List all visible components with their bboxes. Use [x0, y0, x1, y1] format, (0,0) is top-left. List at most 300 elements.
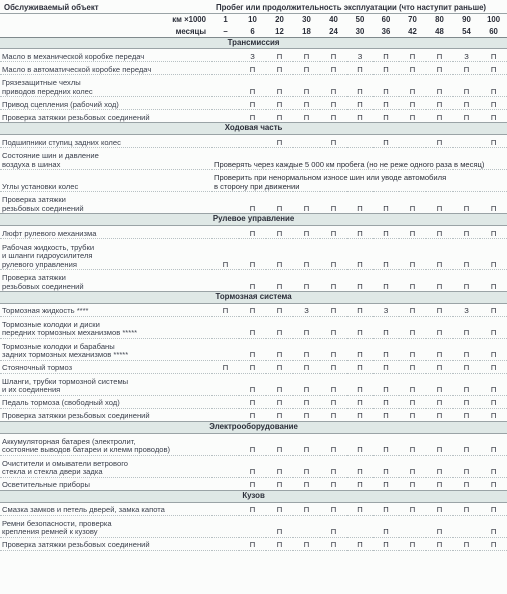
interval-cell: П [426, 316, 453, 338]
interval-cell: П [480, 537, 507, 550]
item-label [0, 537, 212, 550]
interval-cell: П [239, 477, 266, 490]
item-label-line: Люфт рулевого механизма [2, 228, 97, 238]
item-label [0, 170, 212, 192]
interval-cell: П [453, 226, 480, 239]
table-row [0, 270, 507, 292]
interval-cell: П [320, 477, 347, 490]
interval-cell: П [320, 135, 347, 148]
interval-cell: П [320, 316, 347, 338]
interval-cell: П [426, 226, 453, 239]
months-label: месяцы [0, 25, 212, 37]
interval-cell: П [293, 477, 320, 490]
interval-cell: П [212, 360, 239, 373]
interval-cell [212, 62, 239, 75]
section-title: Тормозная система [0, 292, 507, 304]
interval-cell [212, 502, 239, 515]
interval-cell: П [266, 316, 293, 338]
interval-cell [212, 75, 239, 97]
interval-cell: П [453, 537, 480, 550]
section-title: Рулевое управление [0, 214, 507, 226]
item-label-line: Проверка затяжки [2, 273, 66, 283]
section-header-row [0, 421, 507, 433]
interval-cell: П [320, 110, 347, 123]
item-label-line: и шланги гидроусилителя [2, 251, 93, 261]
table-row [0, 408, 507, 421]
section-header-row [0, 214, 507, 226]
item-label-line: Стояночный тормоз [2, 363, 73, 373]
interval-cell: П [373, 338, 399, 360]
section-header-row [0, 490, 507, 502]
interval-cell: П [266, 455, 293, 477]
interval-cell: П [426, 455, 453, 477]
interval-cell: П [347, 303, 373, 316]
km-header-row [0, 13, 507, 25]
interval-cell: П [480, 49, 507, 62]
interval-cell: З [347, 49, 373, 62]
interval-cell: П [373, 49, 399, 62]
interval-cell: П [480, 316, 507, 338]
interval-cell [212, 373, 239, 395]
month-value: 18 [293, 25, 320, 37]
table-row [0, 303, 507, 316]
interval-cell: П [293, 537, 320, 550]
interval-cell: П [320, 360, 347, 373]
interval-cell: П [320, 75, 347, 97]
interval-cell: П [399, 395, 426, 408]
interval-cell: П [373, 537, 399, 550]
interval-cell: П [347, 502, 373, 515]
interval-cell: П [347, 97, 373, 110]
interval-cell: П [453, 110, 480, 123]
interval-cell: П [480, 270, 507, 292]
month-value: 48 [426, 25, 453, 37]
interval-cell: П [293, 316, 320, 338]
interval-cell: П [373, 477, 399, 490]
interval-cell [212, 316, 239, 338]
interval-cell: П [399, 239, 426, 270]
item-label [0, 148, 212, 170]
item-label-line: резьбовых соединений [2, 203, 84, 213]
table-row [0, 110, 507, 123]
interval-cell: П [266, 515, 293, 537]
interval-cell: П [293, 75, 320, 97]
interval-cell: П [399, 62, 426, 75]
table-row [0, 373, 507, 395]
month-value: 6 [239, 25, 266, 37]
interval-cell: П [399, 373, 426, 395]
interval-cell: П [347, 537, 373, 550]
interval-cell: П [480, 62, 507, 75]
interval-cell: П [426, 192, 453, 214]
interval-cell: П [453, 316, 480, 338]
interval-column-header: Пробег или продолжительность эксплуатации (что наступит раньше) [212, 0, 507, 13]
table-row [0, 477, 507, 490]
km-label: км ×1000 [172, 15, 206, 25]
interval-cell: П [453, 433, 480, 455]
km-value: 90 [462, 15, 471, 25]
interval-cell: П [453, 373, 480, 395]
item-label [0, 360, 212, 373]
item-label-line: крепления ремней к кузову [2, 527, 98, 537]
interval-cell: П [293, 226, 320, 239]
interval-cell: П [373, 226, 399, 239]
interval-cell: П [399, 455, 426, 477]
interval-cell: П [266, 502, 293, 515]
table-row [0, 239, 507, 270]
interval-cell: П [347, 62, 373, 75]
interval-cell: П [266, 62, 293, 75]
interval-cell [399, 135, 426, 148]
interval-cell: П [399, 316, 426, 338]
interval-cell [347, 515, 373, 537]
interval-cell: П [347, 360, 373, 373]
interval-cell: П [399, 477, 426, 490]
interval-cell: П [480, 97, 507, 110]
km-value: 30 [302, 15, 311, 25]
table-row [0, 49, 507, 62]
interval-cell: П [453, 477, 480, 490]
item-label-line: Привод сцепления (рабочий ход) [2, 99, 119, 109]
interval-cell: П [399, 192, 426, 214]
interval-cell: П [347, 226, 373, 239]
interval-cell: П [453, 395, 480, 408]
interval-cell [212, 97, 239, 110]
interval-cell: З [373, 303, 399, 316]
interval-cell [212, 226, 239, 239]
interval-cell: П [373, 502, 399, 515]
interval-cell: П [293, 360, 320, 373]
km-value: 1 [223, 15, 228, 25]
interval-cell: П [293, 395, 320, 408]
interval-cell: П [373, 270, 399, 292]
interval-cell: П [399, 433, 426, 455]
interval-cell: П [293, 192, 320, 214]
interval-cell [212, 270, 239, 292]
interval-cell: П [373, 408, 399, 421]
item-label [0, 62, 212, 75]
item-label-line: Педаль тормоза (свободный ход) [2, 398, 120, 408]
interval-cell: П [320, 97, 347, 110]
interval-cell: П [399, 226, 426, 239]
month-value: 60 [480, 25, 507, 37]
item-label-line: задних тормозных механизмов ***** [2, 350, 129, 360]
item-label-line: Масло в механической коробке передач [2, 51, 145, 61]
object-column-header: Обслуживаемый объект [0, 0, 212, 13]
interval-cell: П [239, 502, 266, 515]
interval-cell [212, 49, 239, 62]
interval-cell: П [480, 303, 507, 316]
table-row [0, 192, 507, 214]
item-label [0, 477, 212, 490]
interval-cell: П [373, 433, 399, 455]
interval-cell: П [347, 239, 373, 270]
interval-cell: П [293, 239, 320, 270]
month-value: 24 [320, 25, 347, 37]
interval-cell: П [293, 97, 320, 110]
interval-cell [212, 537, 239, 550]
interval-cell: П [347, 75, 373, 97]
interval-cell: П [239, 316, 266, 338]
interval-cell [212, 477, 239, 490]
interval-cell: П [320, 433, 347, 455]
item-label-line: Смазка замков и петель дверей, замка капота [2, 505, 165, 515]
interval-cell: П [480, 338, 507, 360]
interval-cell: П [453, 502, 480, 515]
table-header-row [0, 0, 507, 13]
interval-cell: П [373, 135, 399, 148]
interval-cell: П [239, 110, 266, 123]
interval-cell: П [266, 135, 293, 148]
interval-cell: П [399, 360, 426, 373]
interval-cell: П [266, 270, 293, 292]
interval-cell: П [293, 408, 320, 421]
section-title: Трансмиссия [0, 37, 507, 49]
item-label-line: состояние выводов батареи и клемм проводов) [2, 445, 171, 455]
interval-cell: П [453, 338, 480, 360]
interval-cell: П [426, 303, 453, 316]
interval-cell: П [480, 373, 507, 395]
interval-cell: П [266, 338, 293, 360]
interval-cell: П [266, 360, 293, 373]
interval-cell: П [239, 226, 266, 239]
interval-cell: П [320, 502, 347, 515]
interval-cell: П [293, 270, 320, 292]
interval-cell: П [320, 303, 347, 316]
interval-cell: П [266, 433, 293, 455]
item-label-line: Тормозные колодки и диски [2, 319, 100, 329]
interval-cell: П [399, 49, 426, 62]
item-label [0, 408, 212, 421]
interval-cell: П [239, 408, 266, 421]
interval-cell: П [480, 455, 507, 477]
month-value: 36 [373, 25, 399, 37]
item-label-line: Ремни безопасности, проверка [2, 518, 112, 528]
km-value: 80 [435, 15, 444, 25]
interval-cell: П [426, 49, 453, 62]
interval-cell: П [373, 395, 399, 408]
table-row [0, 226, 507, 239]
interval-cell: П [399, 537, 426, 550]
interval-cell: П [239, 360, 266, 373]
interval-cell: П [239, 270, 266, 292]
interval-cell: П [239, 537, 266, 550]
interval-cell: П [480, 360, 507, 373]
item-label-line: Рабочая жидкость, трубки [2, 242, 95, 252]
interval-cell: П [320, 373, 347, 395]
interval-cell: П [347, 316, 373, 338]
table-row [0, 515, 507, 537]
interval-cell [212, 192, 239, 214]
interval-cell: П [426, 433, 453, 455]
interval-cell: П [212, 303, 239, 316]
month-value: 54 [453, 25, 480, 37]
interval-cell: П [320, 537, 347, 550]
interval-cell: П [480, 239, 507, 270]
item-label [0, 433, 212, 455]
table-row [0, 395, 507, 408]
month-value: 12 [266, 25, 293, 37]
interval-cell: П [239, 303, 266, 316]
item-label [0, 239, 212, 270]
interval-cell: П [293, 62, 320, 75]
item-label-line: Тормозные колодки и барабаны [2, 341, 115, 351]
km-value: 40 [329, 15, 338, 25]
item-label-line: Шланги, трубки тормозной системы [2, 376, 129, 386]
month-value: 42 [399, 25, 426, 37]
interval-cell: П [426, 502, 453, 515]
interval-cell: П [266, 239, 293, 270]
interval-cell: П [266, 192, 293, 214]
item-label [0, 49, 212, 62]
item-note [212, 148, 507, 170]
interval-cell: П [373, 97, 399, 110]
table-row [0, 360, 507, 373]
item-label-line: Проверка затяжки резьбовых соединений [2, 540, 150, 550]
interval-cell [212, 338, 239, 360]
item-label-line: рулевого управления [2, 259, 77, 269]
interval-cell: З [239, 49, 266, 62]
interval-cell [347, 135, 373, 148]
interval-cell: П [320, 270, 347, 292]
section-title: Ходовая часть [0, 123, 507, 135]
interval-cell: П [373, 373, 399, 395]
interval-cell: П [239, 433, 266, 455]
table-row [0, 62, 507, 75]
interval-cell: П [480, 477, 507, 490]
interval-cell: П [239, 395, 266, 408]
interval-cell: П [480, 408, 507, 421]
interval-cell: П [293, 338, 320, 360]
interval-cell: П [266, 477, 293, 490]
interval-cell: П [347, 455, 373, 477]
item-label-line: Тормозная жидкость **** [2, 306, 89, 316]
interval-cell: П [347, 270, 373, 292]
interval-cell: П [480, 75, 507, 97]
interval-cell [239, 515, 266, 537]
interval-cell: П [239, 97, 266, 110]
table-row [0, 455, 507, 477]
item-label [0, 226, 212, 239]
interval-cell: П [373, 110, 399, 123]
interval-cell: П [239, 373, 266, 395]
km-value: 50 [355, 15, 365, 25]
interval-cell: П [293, 433, 320, 455]
item-label-line: Состояние шин и давление [2, 151, 99, 161]
interval-cell: П [320, 338, 347, 360]
item-label-line: стекла и стекла двери задка [2, 467, 103, 477]
interval-cell: П [373, 455, 399, 477]
table-row [0, 135, 507, 148]
item-label-line: Проверка затяжки [2, 195, 66, 205]
interval-cell: П [239, 75, 266, 97]
interval-cell: П [453, 408, 480, 421]
item-label [0, 303, 212, 316]
interval-cell: П [399, 502, 426, 515]
section-header-row [0, 37, 507, 49]
interval-cell [453, 515, 480, 537]
item-label-line: резьбовых соединений [2, 281, 84, 291]
interval-cell: П [266, 408, 293, 421]
interval-cell: П [266, 395, 293, 408]
interval-cell: П [320, 226, 347, 239]
interval-cell: П [426, 477, 453, 490]
interval-cell [293, 515, 320, 537]
interval-cell: П [480, 226, 507, 239]
interval-cell: П [320, 515, 347, 537]
interval-cell: П [480, 395, 507, 408]
interval-cell: П [426, 239, 453, 270]
table-row [0, 75, 507, 97]
interval-cell: П [320, 239, 347, 270]
interval-cell: П [453, 97, 480, 110]
interval-cell: П [373, 515, 399, 537]
interval-cell: П [426, 338, 453, 360]
interval-cell: П [453, 75, 480, 97]
interval-cell: П [347, 395, 373, 408]
interval-cell: П [426, 373, 453, 395]
interval-cell [212, 110, 239, 123]
interval-cell [212, 135, 239, 148]
item-label-line: передних тормозных механизмов ***** [2, 328, 138, 338]
interval-cell: П [266, 373, 293, 395]
km-value: 100 [487, 15, 501, 25]
interval-cell: П [320, 49, 347, 62]
interval-cell: П [426, 360, 453, 373]
section-title: Кузов [0, 490, 507, 502]
item-label [0, 192, 212, 214]
interval-cell: П [399, 338, 426, 360]
item-label [0, 373, 212, 395]
interval-cell: П [373, 239, 399, 270]
km-value: 70 [408, 15, 417, 25]
interval-cell: П [293, 49, 320, 62]
table-row [0, 502, 507, 515]
interval-cell [212, 433, 239, 455]
interval-cell: П [239, 455, 266, 477]
item-label-line: Проверка затяжки резьбовых соединений [2, 112, 150, 122]
interval-cell: П [399, 97, 426, 110]
interval-cell [212, 408, 239, 421]
interval-cell: П [399, 408, 426, 421]
interval-cell: П [480, 515, 507, 537]
item-note-line: в сторону при движении [214, 181, 300, 191]
interval-cell: П [453, 239, 480, 270]
item-label-line: Аккумуляторная батарея (электролит, [2, 436, 136, 446]
interval-cell: П [347, 408, 373, 421]
month-value: – [212, 25, 239, 37]
interval-cell: П [426, 75, 453, 97]
interval-cell: П [426, 270, 453, 292]
interval-cell: П [347, 338, 373, 360]
interval-cell [212, 455, 239, 477]
interval-cell: П [266, 97, 293, 110]
item-label-line: Проверка затяжки резьбовых соединений [2, 411, 150, 421]
item-label [0, 75, 212, 97]
interval-cell: П [426, 537, 453, 550]
interval-cell: П [347, 477, 373, 490]
interval-cell: П [373, 316, 399, 338]
interval-cell: П [266, 75, 293, 97]
interval-cell: П [399, 75, 426, 97]
interval-cell: П [347, 110, 373, 123]
table-row [0, 148, 507, 170]
section-header-row [0, 123, 507, 135]
interval-cell: П [293, 110, 320, 123]
interval-cell: П [480, 502, 507, 515]
interval-cell: П [426, 110, 453, 123]
interval-cell: П [266, 226, 293, 239]
